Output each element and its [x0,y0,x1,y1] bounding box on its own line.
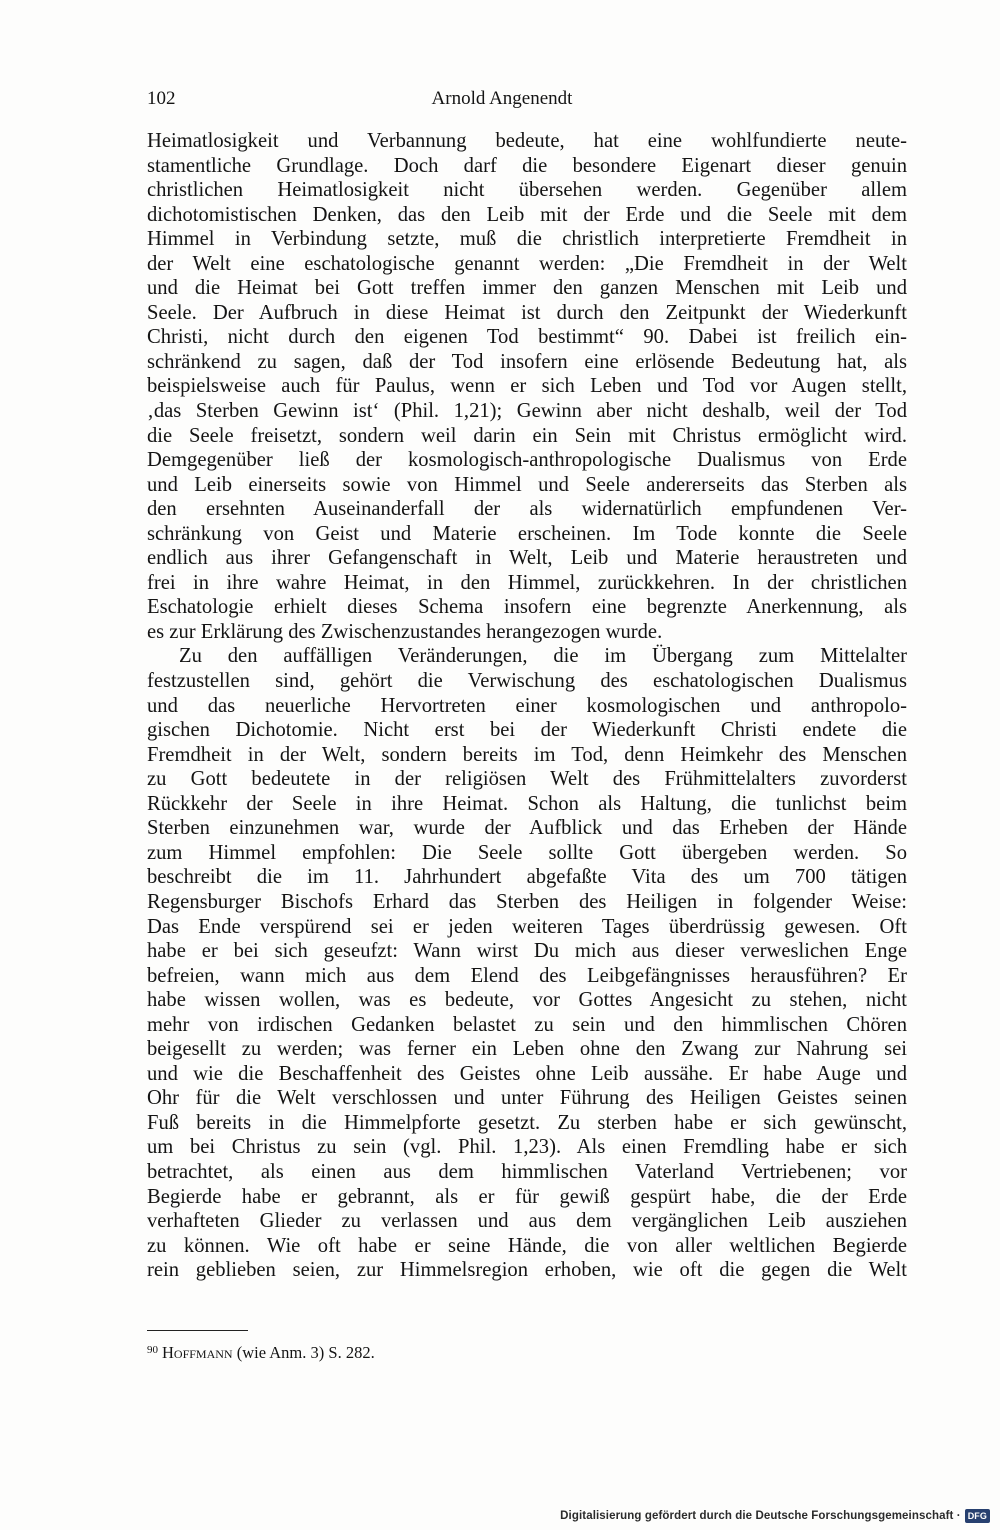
text-line: Fremdheit in der Welt, sondern bereits im Tod, denn Heimkehr des Menschen [147,743,907,766]
footnote-text: (wie Anm. 3) S. 282. [232,1343,375,1362]
text-line: habe er bei sich geseufzt: Wann wirst Du mich aus dieser verweslichen Enge [147,940,907,963]
text-line: beschreibt die im 11. Jahrhundert abgefaßte Vita des um 700 tätigen [147,866,907,889]
running-head: Arnold Angenendt [431,88,573,109]
text-line: Zu den auffälligen Veränderungen, die im Übergang zum Mittelalter [179,645,907,668]
text-line: Eschatologie erhielt dieses Schema insofern eine begrenzte Anerkennung, als [147,596,907,619]
text-line: Demgegenüber ließ der kosmologisch-anthropologische Dualismus von Erde [147,449,907,472]
text-line: Fuß bereits in die Himmelpforte gesetzt. Zu sterben habe er sich gewünscht, [147,1111,907,1134]
text-line: es zur Erklärung des Zwischenzustandes herangezogen wurde. [147,620,663,643]
text-line: gischen Dichotomie. Nicht erst bei der Wiederkunft Christi endete die [147,719,907,742]
text-line: den ersehnten Auseinanderfall der als widernatürlich empfundenen Ver- [147,498,907,521]
page-footer [560,1508,990,1524]
text-line: Begierde habe er gebrannt, als er für gewiß gespürt habe, die der Erde [147,1185,907,1208]
text-line: festzustellen sind, gehört die Verwischung des eschatologischen Dualismus [147,670,907,693]
text-line: zum Himmel empfohlen: Die Seele sollte Gott übergeben werden. So [147,841,907,864]
text-line: zu Gott bedeutete in der religiösen Welt des Frühmittelalters zuvorderst [147,768,907,791]
text-line: Das Ende verspürend sei er jeden weiteren Tages überdrüssig gewesen. Oft [147,915,907,938]
text-line: Christi, nicht durch den eigenen Tod bestimmt“ 90. Dabei ist freilich ein- [147,326,907,349]
text-line: rein geblieben seien, zur Himmelsregion erhoben, wie oft die gegen die Welt [147,1259,907,1282]
text-line: beispielsweise auch für Paulus, wenn er sich Leben und Tod vor Augen stellt, [147,375,907,398]
text-line: Rückkehr der Seele in ihre Heimat. Schon als Haltung, die tunlichst beim [147,792,907,815]
text-line: beigesellt zu werden; was ferner ein Leben ohne den Zwang zur Nahrung sei [147,1038,907,1061]
text-line: dichotomistischen Denken, das den Leib mit der Erde und die Seele mit dem [147,203,907,226]
page-number: 102 [147,88,176,109]
dfg-logo: DFG [965,1509,990,1523]
footer-credit: Digitalisierung gefördert durch die Deutsche Forschungsgemeinschaft · [560,1510,961,1522]
text-line: und die Heimat bei Gott treffen immer den ganzen Menschen mit Leib und [147,277,907,300]
text-line: christlichen Heimatlosigkeit nicht übersehen werden. Gegenüber allem [147,179,907,202]
text-line: Himmel in Verbindung setzte, muß die christlich interpretierte Fremdheit in [147,228,907,251]
text-line: mehr von irdischen Gedanken belastet zu sein und den himmlischen Chören [147,1013,907,1036]
text-line: um bei Christus zu sein (vgl. Phil. 1,23). Als einen Fremdling habe er sich [147,1136,907,1159]
text-line: schränkung von Geist und Materie erscheinen. Im Tode konnte die Seele [147,522,907,545]
text-line: schränkend zu sagen, daß der Tod insofern eine erlösende Bedeutung hat, als [147,350,907,373]
text-line: habe wissen wollen, was es bedeute, vor Gottes Angesicht zu stehen, nicht [147,989,907,1012]
text-line: stamentliche Grundlage. Doch darf die besondere Eigenart dieser genuin [147,154,907,177]
text-line: Heimatlosigkeit und Verbannung bedeute, hat eine wohlfundierte neute- [147,130,907,152]
footnote-author: Hoffmann [162,1343,233,1362]
text-line: frei in ihre wahre Heimat, in den Himmel, zurückkehren. In der christlichen [147,571,907,594]
text-line: zu können. Wie oft habe er seine Hände, die von aller weltlichen Begierde [147,1234,907,1257]
body-text [147,129,907,1283]
text-line: endlich aus ihrer Gefangenschaft in Welt, Leib und Materie heraustreten und [147,547,907,570]
text-line: die Seele freisetzt, sondern weil darin ein Sein mit Christus ermöglicht wird. [147,424,907,447]
text-line: und Leib einerseits sowie von Himmel und Seele andererseits das Sterben als [147,473,907,496]
page-header [147,86,857,112]
footnote-separator [147,1330,248,1331]
text-line: Seele. Der Aufbruch in diese Heimat ist durch den Zeitpunkt der Wiederkunft [147,301,907,324]
text-line: und das neuerliche Hervortreten einer kosmologischen und anthropolo- [147,694,907,717]
text-line: Ohr für die Welt verschlossen und unter Führung des Heiligen Geistes seinen [147,1087,907,1110]
text-line: Sterben einzunehmen war, wurde der Aufblick und das Erheben der Hände [147,817,907,840]
text-line: und wie die Beschaffenheit des Geistes ohne Leib aussähe. Er habe Auge und [147,1062,907,1085]
footnote [147,1339,375,1364]
text-line: Regensburger Bischofs Erhard das Sterben des Heiligen in folgender Weise: [147,890,907,913]
text-line: betrachtet, als einen aus dem himmlischen Vaterland Vertriebenen; vor [147,1160,907,1183]
text-line: verhafteten Glieder zu verlassen und aus dem vergänglichen Leib ausziehen [147,1210,907,1233]
text-line: der Welt eine eschatologische genannt werden: „Die Fremdheit in der Welt [147,252,907,275]
footnote-number: 90 [147,1344,158,1356]
text-line: ‚das Sterben Gewinn ist‘ (Phil. 1,21); Gewinn aber nicht deshalb, weil der Tod [147,400,907,423]
text-line: befreien, wann mich aus dem Elend des Leibgefängnisses herausführen? Er [147,964,907,987]
